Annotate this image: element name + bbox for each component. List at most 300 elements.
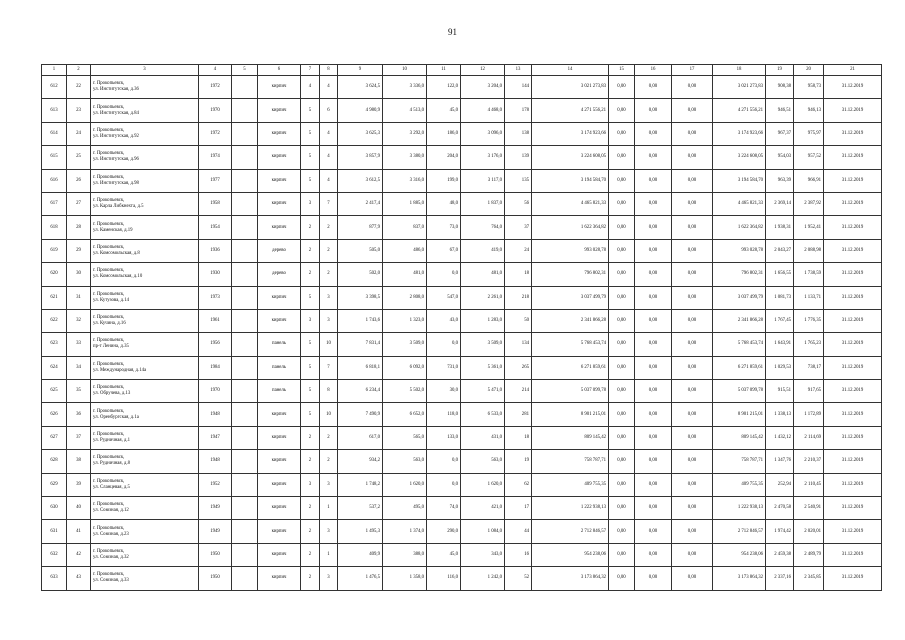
table-cell: 26	[67, 169, 91, 192]
table-cell: 56	[505, 192, 532, 215]
table-cell: 0,00	[609, 473, 635, 496]
table-cell: 290,0	[427, 520, 461, 543]
table-row	[42, 99, 882, 122]
table-cell: кирпич	[258, 450, 301, 473]
table-cell	[232, 263, 258, 286]
table-cell: 0,00	[609, 497, 635, 520]
table-cell: 486,0	[383, 239, 427, 262]
table-cell: 1949	[199, 497, 232, 520]
table-cell: 0,00	[635, 520, 672, 543]
table-cell: 31.12.2019	[824, 333, 882, 356]
table-cell: 1949	[199, 520, 232, 543]
table-cell: 0,00	[609, 450, 635, 473]
table-cell: 3 117,0	[461, 169, 505, 192]
table-cell: 45,0	[427, 99, 461, 122]
table-cell: 40	[67, 497, 91, 520]
table-cell: 629	[42, 473, 67, 496]
table-cell: 0,00	[635, 497, 672, 520]
table-cell	[232, 473, 258, 496]
table-cell: 495,0	[383, 497, 427, 520]
table-cell: 2 459,38	[766, 543, 794, 566]
table-cell: 613	[42, 99, 67, 122]
table-cell: 0,00	[672, 333, 713, 356]
table-cell: 3	[320, 309, 338, 332]
table-cell: 31.12.2019	[824, 309, 882, 332]
table-cell: 5 768 453,74	[713, 333, 766, 356]
table-cell	[232, 239, 258, 262]
table-cell: 38	[67, 450, 91, 473]
table-row	[42, 543, 882, 566]
table-cell	[232, 403, 258, 426]
table-cell: 0,00	[672, 286, 713, 309]
table-row	[42, 473, 882, 496]
table-row	[42, 239, 882, 262]
table-cell: 5 502,0	[383, 380, 427, 403]
table-cell: 1 620,0	[383, 473, 427, 496]
table-cell: 7 490,9	[338, 403, 383, 426]
table-cell: 3	[320, 286, 338, 309]
table-cell: 31.12.2019	[824, 356, 882, 379]
table-cell: 1 974,42	[766, 520, 794, 543]
table-cell	[232, 146, 258, 169]
table-cell: 5 037 099,78	[713, 380, 766, 403]
table-cell: 4 468,0	[461, 99, 505, 122]
table-cell: 2	[301, 216, 320, 239]
address-cell: г. Прокопьевск, ул. Институтская, д.98	[91, 169, 199, 192]
table-cell: 24	[505, 239, 532, 262]
table-cell: 2	[301, 543, 320, 566]
table-cell: 6 818,1	[338, 356, 383, 379]
table-cell: 2	[301, 567, 320, 590]
table-cell: 0,00	[609, 216, 635, 239]
table-cell: 5 361,0	[461, 356, 505, 379]
table-cell: 0,00	[635, 309, 672, 332]
table-cell	[232, 169, 258, 192]
table-cell: 2 417,4	[338, 192, 383, 215]
table-cell: 0,0	[427, 333, 461, 356]
table-cell: кирпич	[258, 122, 301, 145]
column-number: 10	[383, 65, 427, 76]
table-cell: 3 174 923,66	[532, 122, 609, 145]
table-cell: 1 432,12	[766, 426, 794, 449]
table-cell: 0,00	[609, 380, 635, 403]
table-cell: 37	[505, 216, 532, 239]
table-cell: 218	[505, 286, 532, 309]
table-cell: кирпич	[258, 426, 301, 449]
table-cell: 74,0	[427, 497, 461, 520]
table-cell: 281	[505, 403, 532, 426]
table-cell: 2 712 846,57	[713, 520, 766, 543]
table-cell: 122,0	[427, 76, 461, 99]
table-cell: 627	[42, 426, 67, 449]
table-cell: 144	[505, 76, 532, 99]
table-cell: 628	[42, 450, 67, 473]
table-cell: 0,00	[672, 567, 713, 590]
table-cell: 2	[320, 239, 338, 262]
table-cell: 5	[301, 146, 320, 169]
table-cell: 0,00	[672, 169, 713, 192]
table-cell: 2	[301, 426, 320, 449]
table-cell: 31.12.2019	[824, 76, 882, 99]
table-cell: 199,0	[427, 169, 461, 192]
table-cell: 616	[42, 169, 67, 192]
table-cell: 186,0	[427, 122, 461, 145]
column-number: 18	[713, 65, 766, 76]
address-cell: г. Прокопьевск, ул. Институтская, д.36	[91, 76, 199, 99]
table-cell: 0,00	[672, 192, 713, 215]
table-cell: 43	[67, 567, 91, 590]
table-row	[42, 286, 882, 309]
table-cell: 565,0	[383, 426, 427, 449]
table-cell: кирпич	[258, 567, 301, 590]
table-row	[42, 192, 882, 215]
table-cell: 7	[320, 192, 338, 215]
table-cell: кирпич	[258, 309, 301, 332]
table-cell: 3 224 608,05	[713, 146, 766, 169]
table-cell: 1970	[199, 99, 232, 122]
table-cell: 8	[320, 380, 338, 403]
table-cell: 0,00	[609, 356, 635, 379]
table-cell: 1950	[199, 543, 232, 566]
table-cell: 0,00	[635, 473, 672, 496]
table-cell: 502,0	[338, 263, 383, 286]
table-cell: 1	[320, 497, 338, 520]
table-cell: 1961	[199, 309, 232, 332]
table-cell: 4	[320, 76, 338, 99]
table-cell	[232, 76, 258, 99]
table-cell: 16	[505, 543, 532, 566]
table-cell: 615	[42, 146, 67, 169]
table-cell: 4 513,0	[383, 99, 427, 122]
table-cell: 2 020,01	[794, 520, 824, 543]
table-cell: 633	[42, 567, 67, 590]
table-cell: панель	[258, 333, 301, 356]
table-cell: 1 347,76	[766, 450, 794, 473]
table-cell: 3 336,0	[383, 76, 427, 99]
address-cell: г. Прокопьевск, ул. Карла Либкнехта, д.5	[91, 192, 199, 215]
address-cell: г. Прокопьевск, пр-т Ленина, д.35	[91, 333, 199, 356]
column-number: 1	[42, 65, 67, 76]
table-cell: 3	[301, 309, 320, 332]
table-cell: 5	[301, 286, 320, 309]
table-cell: 626	[42, 403, 67, 426]
table-cell: 0,00	[672, 403, 713, 426]
table-cell: 0,00	[672, 216, 713, 239]
column-number: 20	[794, 65, 824, 76]
table-cell: 31.12.2019	[824, 122, 882, 145]
table-cell: 796 802,31	[532, 263, 609, 286]
table-cell: 0,00	[635, 263, 672, 286]
table-cell: 1 081,73	[766, 286, 794, 309]
table-cell: 27	[67, 192, 91, 215]
table-cell	[232, 520, 258, 543]
table-cell: 631	[42, 520, 67, 543]
table-cell: 42	[67, 543, 91, 566]
table-cell: 0,00	[672, 473, 713, 496]
table-cell	[232, 122, 258, 145]
table-cell: 204,0	[427, 146, 461, 169]
table-cell: 52	[505, 567, 532, 590]
table-cell: 612	[42, 76, 67, 99]
table-cell: 431,0	[461, 426, 505, 449]
table-cell: 0,00	[672, 520, 713, 543]
table-cell: кирпич	[258, 286, 301, 309]
table-cell: 4 980,9	[338, 99, 383, 122]
table-cell: 39	[67, 473, 91, 496]
table-cell: 0,00	[609, 543, 635, 566]
table-cell: 915,51	[766, 380, 794, 403]
table-cell: 6 533,0	[461, 403, 505, 426]
table-cell: 29	[67, 239, 91, 262]
table-cell: 3 380,0	[383, 146, 427, 169]
table-cell: 214	[505, 380, 532, 403]
table-cell: 505,0	[338, 239, 383, 262]
table-cell: кирпич	[258, 473, 301, 496]
table-cell: 0,00	[635, 99, 672, 122]
address-cell: г. Прокопьевск, ул. Комсомольская, д.8	[91, 239, 199, 262]
table-row	[42, 567, 882, 590]
table-cell: 133,0	[427, 426, 461, 449]
address-cell: г. Прокопьевск, ул. Союзная, д.12	[91, 497, 199, 520]
table-cell: 1 338,13	[766, 403, 794, 426]
table-cell: 421,0	[461, 497, 505, 520]
table-row	[42, 76, 882, 99]
table-cell: 0,00	[672, 426, 713, 449]
table-cell: 5	[301, 122, 320, 145]
table-cell: 0,00	[635, 286, 672, 309]
address-cell: г. Прокопьевск, ул. Рудничная, д.1	[91, 426, 199, 449]
table-cell: 5 037 099,78	[532, 380, 609, 403]
table-cell: 1 283,0	[461, 309, 505, 332]
table-cell: 3 625,3	[338, 122, 383, 145]
address-cell: г. Прокопьевск, ул. Союзная, д.23	[91, 520, 199, 543]
table-cell: 3 176,0	[461, 146, 505, 169]
table-cell: 0,00	[609, 309, 635, 332]
table-cell: 0,00	[609, 169, 635, 192]
table-cell: 537,2	[338, 497, 383, 520]
table-cell: 5	[301, 403, 320, 426]
table-cell: 1 242,0	[461, 567, 505, 590]
table-cell: 31.12.2019	[824, 567, 882, 590]
table-cell: 0,00	[672, 76, 713, 99]
table-cell: 1948	[199, 450, 232, 473]
table-cell: 3 316,0	[383, 169, 427, 192]
table-cell: 0,00	[635, 450, 672, 473]
table-cell: 934,2	[338, 450, 383, 473]
table-cell: 1 495,3	[338, 520, 383, 543]
table-cell: 630	[42, 497, 67, 520]
table-cell: 7 831,4	[338, 333, 383, 356]
table-cell: 1984	[199, 356, 232, 379]
table-cell: 967,37	[766, 122, 794, 145]
table-cell: 2 387,92	[794, 192, 824, 215]
table-cell: 993 028,78	[713, 239, 766, 262]
table-cell: 3 096,0	[461, 122, 505, 145]
table-cell: 614	[42, 122, 67, 145]
table-cell: 966,91	[794, 169, 824, 192]
table-cell: 0,00	[672, 497, 713, 520]
table-cell: 796 802,31	[713, 263, 766, 286]
table-cell: 7	[320, 356, 338, 379]
table-cell: 1 643,91	[766, 333, 794, 356]
table-cell: 4	[320, 169, 338, 192]
table-cell: панель	[258, 356, 301, 379]
address-cell: г. Прокопьевск, ул. Сланцевая, д.5	[91, 473, 199, 496]
table-cell	[232, 286, 258, 309]
table-cell: 954 238,06	[713, 543, 766, 566]
table-cell: 3 174 923,66	[713, 122, 766, 145]
table-cell: 1958	[199, 192, 232, 215]
table-cell: 1936	[199, 239, 232, 262]
table-cell: 6 271 859,61	[713, 356, 766, 379]
table-cell: 1 837,0	[461, 192, 505, 215]
table-cell: 116,0	[427, 567, 461, 590]
page-number: 91	[448, 27, 457, 37]
table-cell: 946,13	[794, 99, 824, 122]
table-cell: 8 901 215,01	[532, 403, 609, 426]
address-cell: г. Прокопьевск, ул. Каменская, д.19	[91, 216, 199, 239]
table-cell: 0,00	[635, 169, 672, 192]
table-cell: 31.12.2019	[824, 380, 882, 403]
table-cell: 2 043,27	[766, 239, 794, 262]
table-cell	[232, 99, 258, 122]
table-cell: 2 540,91	[794, 497, 824, 520]
table-cell: 8 901 215,01	[713, 403, 766, 426]
table-cell: 4	[320, 146, 338, 169]
table-cell: 0,00	[635, 216, 672, 239]
table-row	[42, 309, 882, 332]
table-cell: 3 204,0	[461, 76, 505, 99]
table-cell: 0,00	[672, 99, 713, 122]
table-cell: 1 938,31	[766, 216, 794, 239]
table-cell: 0,0	[427, 450, 461, 473]
table-cell: 138	[505, 122, 532, 145]
table-row	[42, 426, 882, 449]
table-cell: 4 465 821,33	[532, 192, 609, 215]
table-cell: 41	[67, 520, 91, 543]
table-cell: 0,00	[609, 286, 635, 309]
table-cell: 31.12.2019	[824, 263, 882, 286]
table-cell: 22	[67, 76, 91, 99]
table-cell: 617	[42, 192, 67, 215]
column-number: 2	[67, 65, 91, 76]
table-cell: 1 765,23	[794, 333, 824, 356]
table-cell: 1 622 364,82	[713, 216, 766, 239]
table-cell	[232, 192, 258, 215]
table-cell: 0,00	[609, 239, 635, 262]
table-cell: 32	[67, 309, 91, 332]
table-cell	[232, 567, 258, 590]
column-number: 7	[301, 65, 320, 76]
table-row	[42, 263, 882, 286]
table-cell: 0,00	[672, 146, 713, 169]
table-cell: 18	[505, 263, 532, 286]
table-cell: 2	[301, 520, 320, 543]
table-cell: 877,9	[338, 216, 383, 239]
table-cell: 5	[301, 169, 320, 192]
table-cell: 135	[505, 169, 532, 192]
table-cell: 1 084,0	[461, 520, 505, 543]
table-cell: 1970	[199, 380, 232, 403]
table-cell: 5	[301, 380, 320, 403]
table-cell: 2 345,85	[794, 567, 824, 590]
table-cell: 3 021 273,83	[713, 76, 766, 99]
table-row	[42, 169, 882, 192]
table-cell: 0,00	[609, 99, 635, 122]
table-cell	[232, 497, 258, 520]
table-cell: кирпич	[258, 543, 301, 566]
table-cell: 18	[505, 426, 532, 449]
table-cell: 31.12.2019	[824, 450, 882, 473]
table-cell: 62	[505, 473, 532, 496]
table-cell: 44	[505, 520, 532, 543]
table-row	[42, 216, 882, 239]
table-cell: 946,51	[766, 99, 794, 122]
table-cell	[232, 333, 258, 356]
table-cell: кирпич	[258, 76, 301, 99]
table-cell: дерево	[258, 239, 301, 262]
table-cell: 3 224 608,05	[532, 146, 609, 169]
table-cell: 34	[67, 356, 91, 379]
table-row	[42, 380, 882, 403]
table-cell: 6	[320, 99, 338, 122]
column-number: 16	[635, 65, 672, 76]
table-cell: 2 210,37	[794, 450, 824, 473]
table-cell: 547,0	[427, 286, 461, 309]
table-cell: 2 470,58	[766, 497, 794, 520]
table-cell: 31.12.2019	[824, 403, 882, 426]
table-cell: 618	[42, 216, 67, 239]
column-number: 6	[258, 65, 301, 76]
address-cell: г. Прокопьевск, ул. Международная, д.14а	[91, 356, 199, 379]
table-cell: 252,94	[766, 473, 794, 496]
table-cell: 1950	[199, 567, 232, 590]
table-cell: 1977	[199, 169, 232, 192]
table-cell: 30,0	[427, 380, 461, 403]
table-cell: 0,00	[609, 263, 635, 286]
table-cell: 5 471,0	[461, 380, 505, 403]
table-cell: 481,0	[383, 263, 427, 286]
table-cell: 0,00	[635, 333, 672, 356]
table-cell: 36	[67, 403, 91, 426]
table-cell: 5 768 453,74	[532, 333, 609, 356]
table-cell: 0,00	[635, 239, 672, 262]
table-cell: 0,00	[672, 122, 713, 145]
table-cell: 265	[505, 356, 532, 379]
table-row	[42, 122, 882, 145]
table-cell: 563,0	[461, 450, 505, 473]
address-cell: г. Прокопьевск, ул. Кучина, д.16	[91, 309, 199, 332]
table-cell: 0,00	[635, 543, 672, 566]
table-cell: 10	[320, 333, 338, 356]
table-cell: панель	[258, 380, 301, 403]
table-row	[42, 146, 882, 169]
table-cell: 2 110,45	[794, 473, 824, 496]
table-cell: 2 808,0	[383, 286, 427, 309]
table-cell: 3 037 499,79	[532, 286, 609, 309]
table-cell: 6 234,4	[338, 380, 383, 403]
table-cell: 6 092,0	[383, 356, 427, 379]
table-cell: 118,0	[427, 403, 461, 426]
table-cell: 409 755,35	[532, 473, 609, 496]
column-number: 21	[824, 65, 882, 76]
table-cell: 993 028,78	[532, 239, 609, 262]
column-number: 4	[199, 65, 232, 76]
table-cell: 31.12.2019	[824, 543, 882, 566]
table-cell: 621	[42, 286, 67, 309]
table-cell: 619	[42, 239, 67, 262]
table-cell: 1 952,41	[794, 216, 824, 239]
